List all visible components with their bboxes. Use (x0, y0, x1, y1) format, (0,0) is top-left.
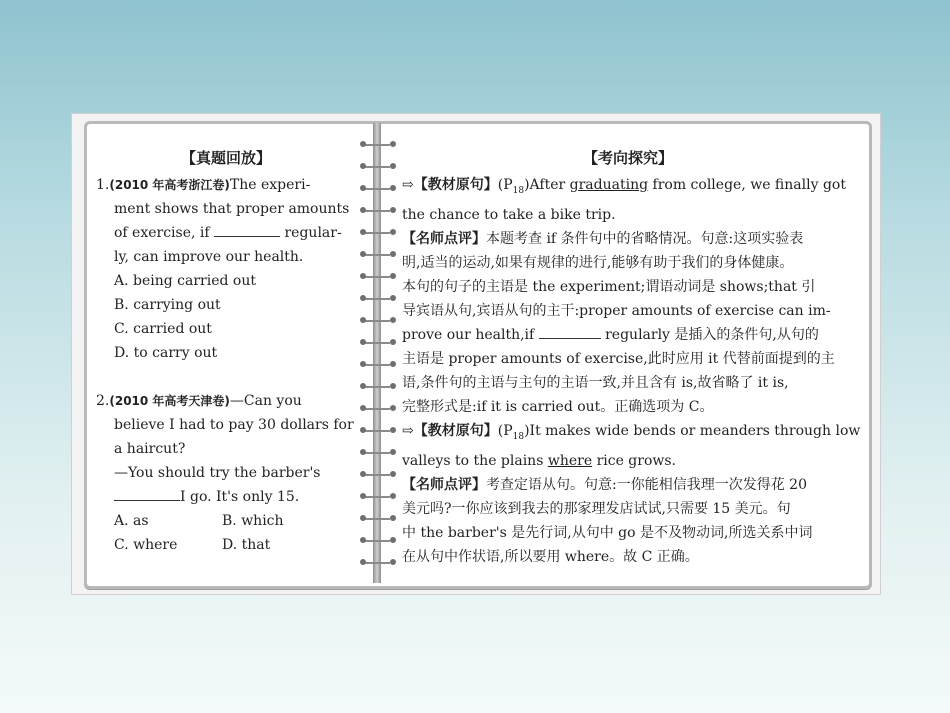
sentence-2-underlined: where (547, 452, 593, 469)
comment-tag: 【名师点评】 (402, 230, 486, 247)
sentence-1-start: After (529, 177, 566, 193)
q1-option-d: D. to carry out (114, 345, 218, 361)
sentence-2-line-2-start: valleys to the plains (402, 452, 544, 469)
binder-ring-icon (362, 229, 390, 237)
binder-ring-icon (362, 163, 390, 171)
q2-options-row-2 (96, 533, 356, 557)
q2-line-2: believe I had to pay 30 dollars for (114, 417, 354, 433)
comment-2-text: 考查定语从句。句意:一你能相信我理一次发得花 20 (486, 476, 807, 493)
binder-ring-icon (362, 251, 390, 259)
left-page (96, 146, 356, 557)
comment-1-line-8: 完整形式是:if it is carried out。正确选项为 C。 (402, 398, 714, 415)
q1-option-b: B. carrying out (114, 297, 221, 313)
binder-ring-icon (362, 295, 390, 303)
right-heading: 【考向探究】 (582, 149, 673, 167)
page-ref: P (503, 422, 513, 439)
comment-2-line-4: 在从句中作状语,所以要用 where。故 C 正确。 (402, 548, 699, 565)
comment-tag: 【名师点评】 (402, 476, 486, 493)
comment-1-line-5-start: prove our health,if (402, 326, 535, 343)
q2-source: (2010 年高考天津卷) (109, 394, 230, 408)
sentence-1-end: from college, we finally got (652, 177, 846, 193)
q2-line-5 (96, 485, 356, 509)
q2-number: 2. (96, 393, 110, 409)
arrow-icon: ⇨ (402, 422, 414, 439)
sentence-1-line-2: the chance to take a bike trip. (402, 206, 616, 223)
page-ref-number: 18 (512, 185, 525, 196)
q1-line-3 (96, 221, 356, 245)
binder-ring-icon (362, 515, 390, 523)
q2-option-a: A. as (114, 513, 149, 529)
comment-1-line-7: 语,条件句的主语与主句的主语一致,并且含有 is,故省略了 it is, (402, 374, 789, 391)
comment-1-line-4: 导宾语从句,宾语从句的主干:proper amounts of exercise can im- (402, 302, 831, 319)
question-2 (96, 389, 356, 557)
q1-line-3-end: regular- (284, 225, 342, 241)
binder-ring-icon (362, 317, 390, 325)
left-heading: 【真题回放】 (180, 149, 271, 167)
sentence-2-line-2-end: rice grows. (596, 452, 677, 469)
binder-ring-icon (362, 361, 390, 369)
comment-1-line-1 (402, 227, 854, 251)
comment-1-text: 本题考查 if 条件句中的省略情况。句意:这项实验表 (486, 230, 804, 247)
binder-ring-icon (362, 383, 390, 391)
binder-ring-icon (362, 449, 390, 457)
comment-1-line-2: 明,适当的运动,如果有规律的进行,能够有助于我们的身体健康。 (402, 254, 794, 271)
comment-1-line-5 (402, 323, 854, 347)
binder-ring-icon (362, 559, 390, 567)
binder-ring-icon (362, 185, 390, 193)
q1-line-2: ment shows that proper amounts (114, 201, 350, 217)
q1-line-3-start: of exercise, if (114, 225, 210, 241)
comment-1-line-5-end: regularly 是插入的条件句,从句的 (605, 326, 819, 343)
page-ref: P (503, 177, 513, 193)
textbook-tag: 【教材原句】 (413, 177, 498, 193)
comment-2-line-1 (402, 473, 854, 497)
binder-ring-icon (362, 405, 390, 413)
comment-1-line-6: 主语是 proper amounts of exercise,此时应用 it 代替前面提到的主 (402, 350, 835, 367)
q1-option-a: A. being carried out (114, 273, 256, 289)
page-ref-number: 18 (512, 431, 525, 442)
binder-ring-icon (362, 339, 390, 347)
textbook-tag: 【教材原句】 (413, 422, 498, 439)
binder-ring-icon (362, 207, 390, 215)
comment-2-line-3: 中 the barber's 是先行词,从句中 go 是不及物动词,所选关系中词 (402, 524, 813, 541)
q2-line-5-text: I go. It's only 15. (180, 489, 300, 505)
q2-option-c: C. where (114, 537, 178, 553)
binder-ring-icon (362, 537, 390, 545)
q2-line-4: —You should try the barber's (114, 465, 321, 481)
arrow-icon: ⇨ (402, 177, 414, 193)
question-1 (96, 173, 356, 365)
sentence-2-line-2 (402, 449, 854, 473)
textbook-sentence-2: ⇨【教材原句】$(P_{18})It$ makes wide bends or meanders through low (402, 422, 861, 442)
q1-answer-blank (214, 221, 280, 237)
q1-line-4: ly, can improve our health. (114, 249, 304, 265)
q2-line-1: —Can you (229, 393, 302, 409)
q1-line-1: The experi- (229, 177, 311, 193)
binder-ring-icon (362, 427, 390, 435)
sentence-2-start: It makes wide bends or meanders through low (529, 422, 861, 439)
comment-blank (539, 323, 601, 339)
binder-ring-icon (362, 471, 390, 479)
binder-ring-icon (362, 141, 390, 149)
q2-option-d: D. that (222, 537, 271, 553)
sentence-1-underlined: graduating (569, 177, 649, 193)
comment-1-line-3: 本句的句子的主语是 the experiment;谓语动词是 shows;that 引 (402, 278, 816, 295)
q2-option-b: B. which (222, 513, 284, 529)
right-page (402, 146, 861, 569)
binder-ring-icon (362, 273, 390, 281)
comment-2-line-2: 美元吗?一你应该到我去的那家理发店试试,只需要 15 美元。句 (402, 500, 791, 517)
q1-option-c: C. carried out (114, 321, 212, 337)
textbook-sentence-1: ⇨【教材原句】$(P_{18})After$ graduating from college, we finally got (402, 177, 846, 196)
q1-source: (2010 年高考浙江卷) (109, 178, 230, 192)
q2-options-row-1 (96, 509, 356, 533)
q2-answer-blank (114, 485, 180, 501)
q2-line-3: a haircut? (114, 441, 186, 457)
q1-number: 1. (96, 177, 110, 193)
binder-ring-icon (362, 493, 390, 501)
